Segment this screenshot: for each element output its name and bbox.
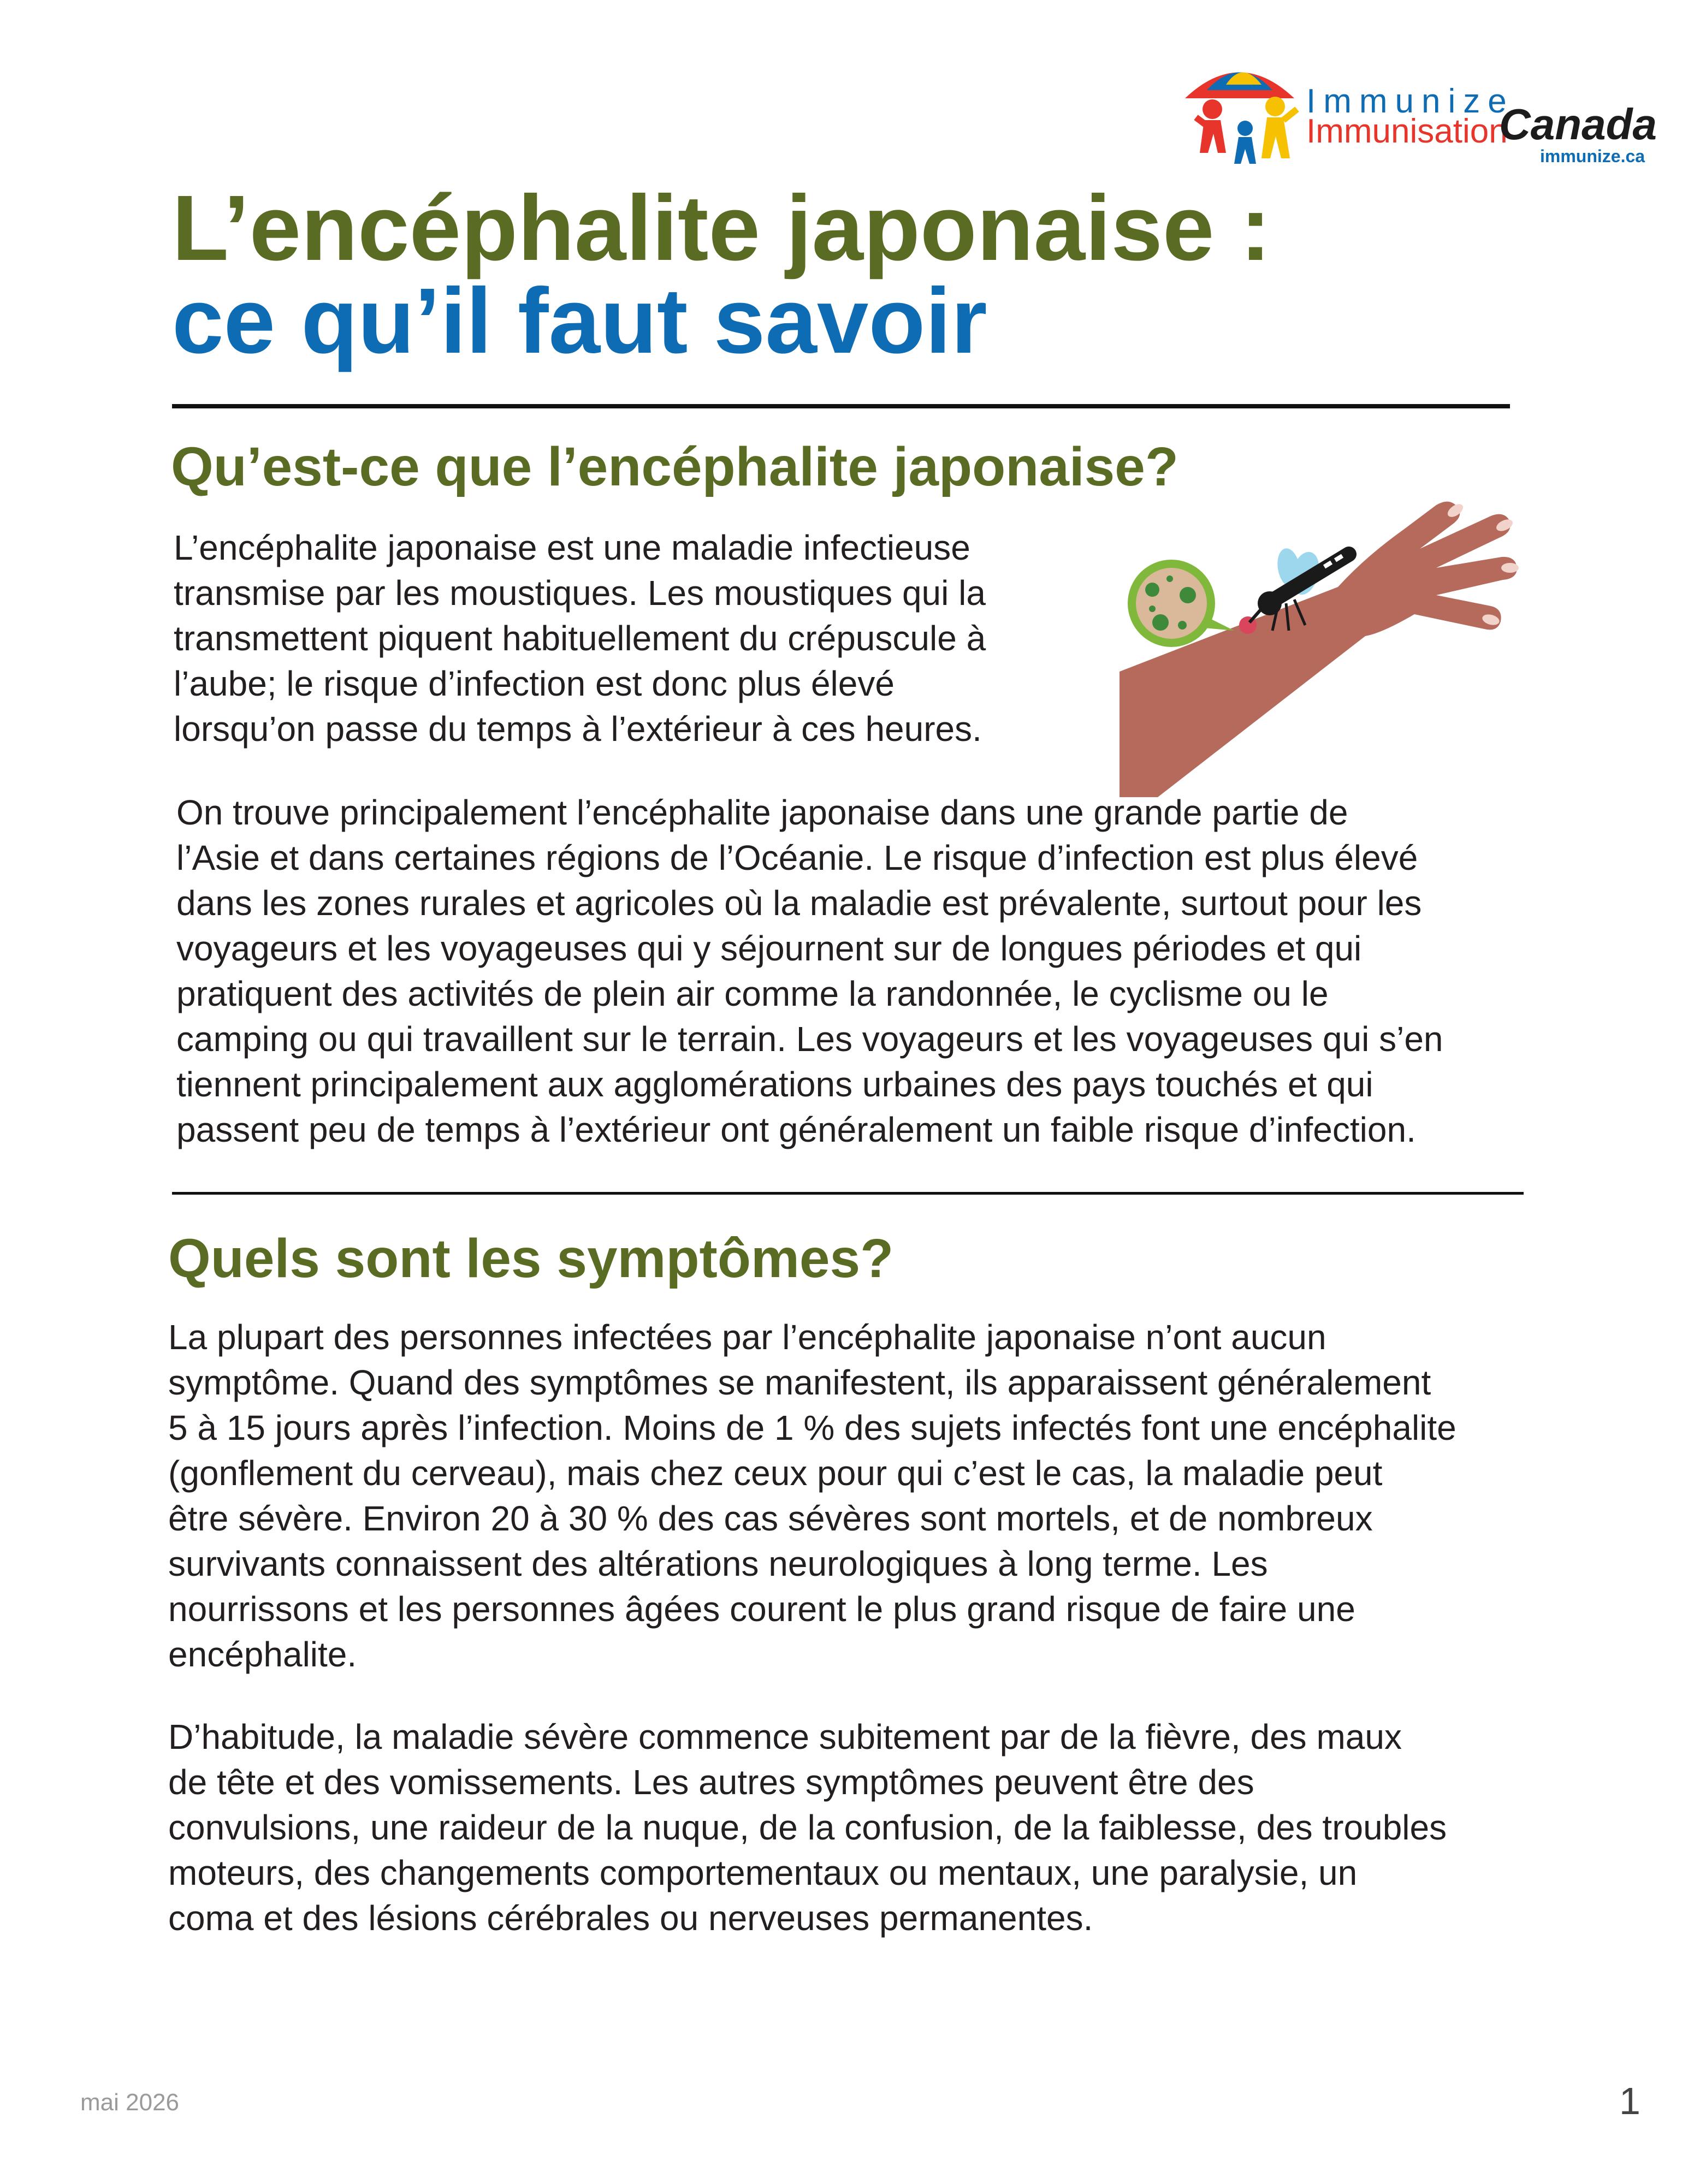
footer-date: mai 2026 <box>80 2089 180 2116</box>
text-line: symptôme. Quand des symptômes se manifestent, ils apparaissent généralement <box>168 1363 1431 1402</box>
text-line: nourrissons et les personnes âgées courent le plus grand risque de faire une <box>168 1589 1355 1629</box>
text-line: coma et des lésions cérébrales ou nerveuses permanentes. <box>168 1898 1093 1938</box>
text-line: moteurs, des changements comportementaux ou mentaux, une paralysie, un <box>168 1853 1358 1892</box>
text-line: être sévère. Environ 20 à 30 % des cas sévères sont mortels, et de nombreux <box>168 1499 1373 1538</box>
text-line: convulsions, une raideur de la nuque, de la confusion, de la faiblesse, des troubles <box>168 1808 1447 1847</box>
text-line: lorsqu’on passe du temps à l’extérieur à ces heures. <box>174 709 982 749</box>
text-line: l’aube; le risque d’infection est donc plus élevé <box>174 664 895 703</box>
section1-paragraph2 <box>176 790 1528 1153</box>
text-line: transmise par les moustiques. Les moustiques qui la <box>174 573 986 613</box>
title-divider <box>172 404 1510 408</box>
logo-canada-text: Canada <box>1499 100 1657 149</box>
text-line: dans les zones rurales et agricoles où la maladie est prévalente, surtout pour les <box>176 883 1422 923</box>
text-line: voyageurs et les voyageuses qui y séjournent sur de longues périodes et qui <box>176 929 1362 968</box>
text-line: tiennent principalement aux agglomérations urbaines des pays touchés et qui <box>176 1065 1373 1104</box>
logo-immunisation-text: Immunisation <box>1306 112 1508 150</box>
text-line: survivants connaissent des altérations neurologiques à long terme. Les <box>168 1544 1268 1583</box>
section1-heading: Qu’est-ce que l’encéphalite japonaise? <box>171 436 1178 497</box>
text-line: transmettent piquent habituellement du crépuscule à <box>174 619 986 658</box>
text-line: 5 à 15 jours après l’infection. Moins de 1 % des sujets infectés font une encéphalite <box>168 1408 1456 1447</box>
text-line: On trouve principalement l’encéphalite japonaise dans une grande partie de <box>176 793 1348 832</box>
section2-paragraph2 <box>168 1714 1533 1941</box>
section2-paragraph1 <box>168 1315 1533 1677</box>
text-line: passent peu de temps à l’extérieur ont généralement un faible risque d’infection. <box>176 1110 1416 1149</box>
page-title-line1: L’encéphalite japonaise : <box>172 176 1271 280</box>
text-line: (gonflement du cerveau), mais chez ceux pour qui c’est le cas, la maladie peut <box>168 1453 1383 1493</box>
text-line: D’habitude, la maladie sévère commence subitement par de la fièvre, des maux <box>168 1717 1402 1756</box>
text-line: La plupart des personnes infectées par l’encéphalite japonaise n’ont aucun <box>168 1317 1326 1357</box>
text-line: pratiquent des activités de plein air comme la randonnée, le cyclisme ou le <box>176 974 1329 1013</box>
page-title-line2: ce qu’il faut savoir <box>172 269 987 373</box>
text-line: encéphalite. <box>168 1635 357 1674</box>
page-number: 1 <box>1619 2080 1640 2122</box>
logo-url[interactable]: immunize.ca <box>1540 146 1645 166</box>
mosquito-bite-arm-icon <box>1109 491 1524 797</box>
logo-immunize-text: Immunize <box>1306 82 1514 120</box>
section1-paragraph1 <box>174 525 1102 752</box>
text-line: l’Asie et dans certaines régions de l’Océanie. Le risque d’infection est plus élevé <box>176 838 1418 877</box>
text-line: L’encéphalite japonaise est une maladie infectieuse <box>174 528 970 567</box>
text-line: camping ou qui travaillent sur le terrain. Les voyageurs et les voyageuses qui s’en <box>176 1019 1443 1059</box>
section2-heading: Quels sont les symptômes? <box>168 1228 894 1289</box>
section-divider <box>172 1192 1524 1195</box>
text-line: de tête et des vomissements. Les autres symptômes peuvent être des <box>168 1762 1254 1802</box>
